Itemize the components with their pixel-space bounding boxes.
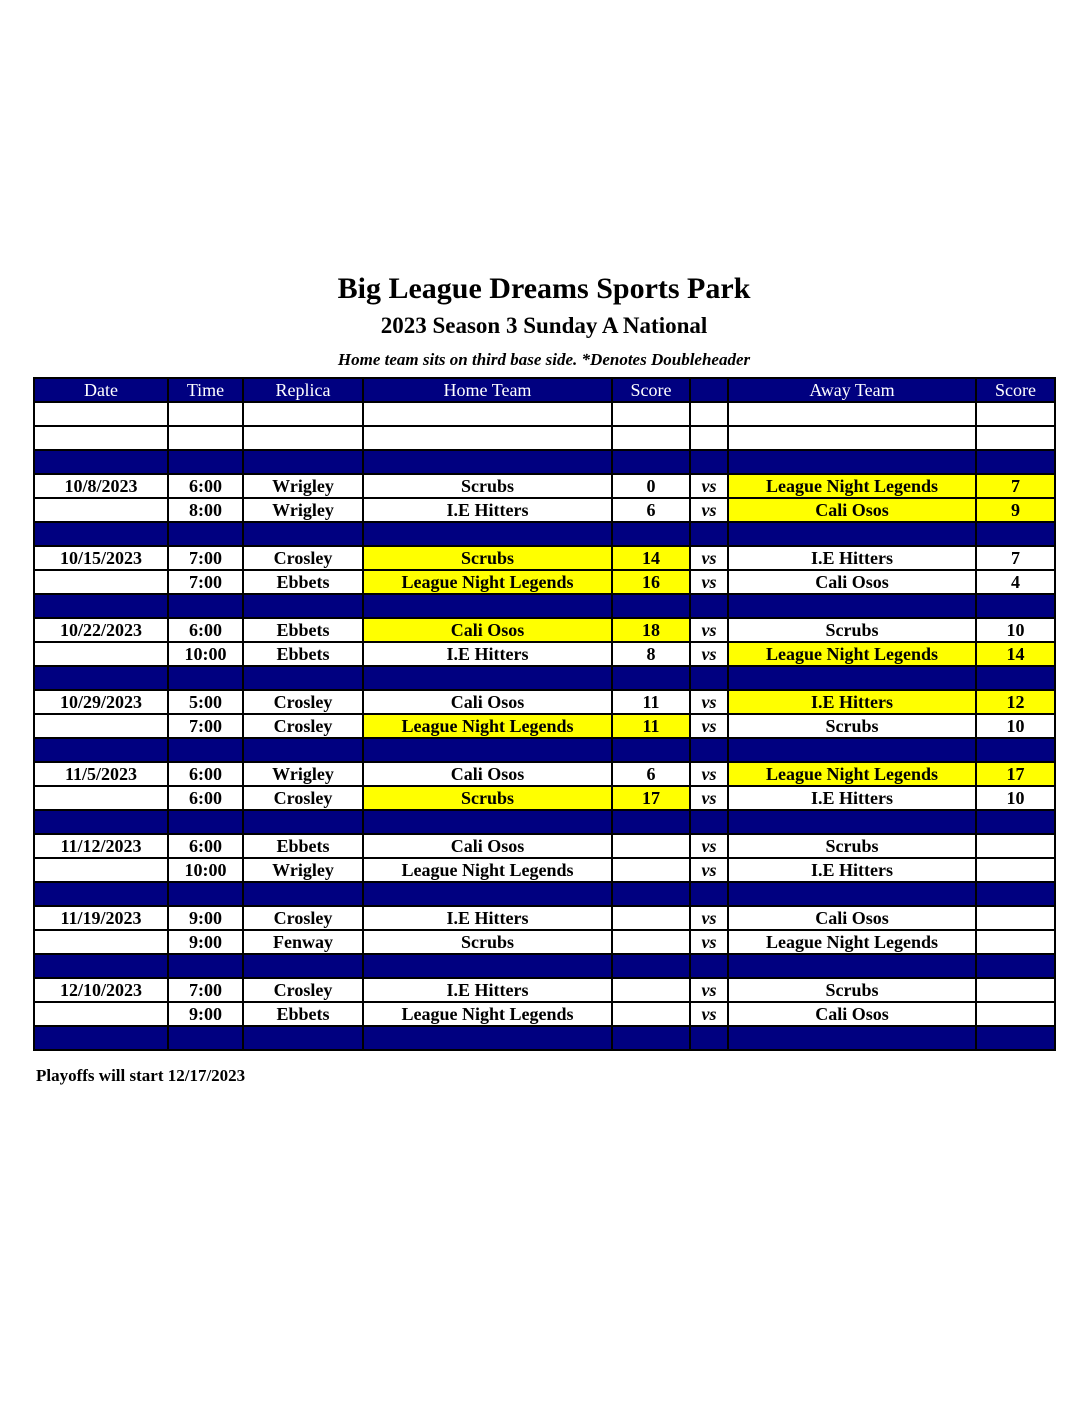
- home-score: [612, 978, 690, 1002]
- away-team: Cali Osos: [728, 498, 976, 522]
- vs-label: vs: [690, 858, 728, 882]
- away-team: League Night Legends: [728, 762, 976, 786]
- away-team: Scrubs: [728, 978, 976, 1002]
- home-score: [612, 858, 690, 882]
- vs-label: vs: [690, 762, 728, 786]
- separator-row: [34, 738, 1055, 762]
- home-score: 14: [612, 546, 690, 570]
- vs-label: vs: [690, 834, 728, 858]
- game-row: [34, 474, 1055, 498]
- game-row: [34, 834, 1055, 858]
- game-date: [34, 786, 168, 810]
- vs-label: vs: [690, 498, 728, 522]
- home-score: [612, 930, 690, 954]
- game-replica: Crosley: [243, 690, 363, 714]
- game-time: 6:00: [168, 834, 243, 858]
- document-title: Big League Dreams Sports Park: [337, 272, 751, 305]
- game-replica: Wrigley: [243, 474, 363, 498]
- home-team: I.E Hitters: [363, 498, 612, 522]
- game-time: 7:00: [168, 546, 243, 570]
- home-score: 18: [612, 618, 690, 642]
- vs-label: vs: [690, 906, 728, 930]
- game-replica: Ebbets: [243, 570, 363, 594]
- separator-row: [34, 954, 1055, 978]
- away-team: I.E Hitters: [728, 690, 976, 714]
- game-date: [34, 714, 168, 738]
- vs-label: vs: [690, 642, 728, 666]
- game-time: 7:00: [168, 978, 243, 1002]
- vs-label: vs: [690, 570, 728, 594]
- separator-row: [34, 882, 1055, 906]
- header-row: [34, 378, 1055, 402]
- vs-label: vs: [690, 1002, 728, 1026]
- game-replica: Wrigley: [243, 858, 363, 882]
- home-score: 17: [612, 786, 690, 810]
- vs-label: vs: [690, 978, 728, 1002]
- game-date: 10/22/2023: [34, 618, 168, 642]
- away-score: 12: [976, 690, 1055, 714]
- schedule-table: [33, 377, 1056, 1051]
- game-row: [34, 906, 1055, 930]
- home-team: League Night Legends: [363, 858, 612, 882]
- header-vs: [690, 378, 728, 402]
- game-row: [34, 978, 1055, 1002]
- away-score: [976, 978, 1055, 1002]
- game-time: 9:00: [168, 906, 243, 930]
- home-score: 11: [612, 714, 690, 738]
- game-time: 8:00: [168, 498, 243, 522]
- game-row: [34, 570, 1055, 594]
- game-replica: Crosley: [243, 546, 363, 570]
- game-time: 10:00: [168, 858, 243, 882]
- away-score: [976, 834, 1055, 858]
- playoffs-note: Playoffs will start 12/17/2023: [36, 1066, 246, 1085]
- home-team: Scrubs: [363, 786, 612, 810]
- away-team: I.E Hitters: [728, 858, 976, 882]
- away-score: 10: [976, 786, 1055, 810]
- game-date: 11/19/2023: [34, 906, 168, 930]
- game-row: [34, 1002, 1055, 1026]
- away-team: Cali Osos: [728, 1002, 976, 1026]
- away-score: [976, 1002, 1055, 1026]
- game-time: 10:00: [168, 642, 243, 666]
- away-team: League Night Legends: [728, 930, 976, 954]
- vs-label: vs: [690, 786, 728, 810]
- game-date: 10/29/2023: [34, 690, 168, 714]
- away-score: 17: [976, 762, 1055, 786]
- game-replica: Ebbets: [243, 834, 363, 858]
- vs-label: vs: [690, 714, 728, 738]
- home-team: I.E Hitters: [363, 642, 612, 666]
- separator-row: [34, 1026, 1055, 1050]
- header-replica: Replica: [243, 378, 363, 402]
- game-row: [34, 546, 1055, 570]
- game-row: [34, 690, 1055, 714]
- game-date: [34, 1002, 168, 1026]
- away-score: [976, 858, 1055, 882]
- game-time: 6:00: [168, 474, 243, 498]
- away-score: 10: [976, 618, 1055, 642]
- schedule-note: Home team sits on third base side. *Denotes Doubleheader: [337, 350, 751, 369]
- game-replica: Wrigley: [243, 498, 363, 522]
- home-score: 6: [612, 762, 690, 786]
- home-score: 16: [612, 570, 690, 594]
- schedule-body: [34, 402, 1055, 1050]
- home-team: Cali Osos: [363, 690, 612, 714]
- separator-row: [34, 594, 1055, 618]
- away-score: [976, 930, 1055, 954]
- away-team: League Night Legends: [728, 642, 976, 666]
- home-score: 6: [612, 498, 690, 522]
- away-team: I.E Hitters: [728, 546, 976, 570]
- vs-label: vs: [690, 546, 728, 570]
- game-time: 6:00: [168, 618, 243, 642]
- game-row: [34, 714, 1055, 738]
- game-replica: Ebbets: [243, 618, 363, 642]
- game-date: 10/15/2023: [34, 546, 168, 570]
- home-team: Scrubs: [363, 546, 612, 570]
- away-team: Cali Osos: [728, 906, 976, 930]
- away-team: League Night Legends: [728, 474, 976, 498]
- away-score: 7: [976, 474, 1055, 498]
- away-team: Scrubs: [728, 618, 976, 642]
- vs-label: vs: [690, 618, 728, 642]
- home-team: Scrubs: [363, 474, 612, 498]
- game-row: [34, 498, 1055, 522]
- game-date: 10/8/2023: [34, 474, 168, 498]
- header-home-team: Home Team: [363, 378, 612, 402]
- game-date: 12/10/2023: [34, 978, 168, 1002]
- header-home-score: Score: [612, 378, 690, 402]
- game-row: [34, 930, 1055, 954]
- game-row: [34, 858, 1055, 882]
- game-row: [34, 618, 1055, 642]
- game-date: [34, 858, 168, 882]
- game-replica: Crosley: [243, 786, 363, 810]
- away-team: Cali Osos: [728, 570, 976, 594]
- away-team: Scrubs: [728, 714, 976, 738]
- game-date: 11/12/2023: [34, 834, 168, 858]
- away-score: 14: [976, 642, 1055, 666]
- header-time: Time: [168, 378, 243, 402]
- away-score: [976, 906, 1055, 930]
- game-time: 9:00: [168, 930, 243, 954]
- season-subtitle: 2023 Season 3 Sunday A National: [380, 313, 708, 338]
- away-score: 4: [976, 570, 1055, 594]
- game-time: 9:00: [168, 1002, 243, 1026]
- game-time: 5:00: [168, 690, 243, 714]
- away-score: 10: [976, 714, 1055, 738]
- home-team: Cali Osos: [363, 762, 612, 786]
- home-team: Cali Osos: [363, 834, 612, 858]
- game-replica: Ebbets: [243, 1002, 363, 1026]
- game-time: 6:00: [168, 762, 243, 786]
- away-score: 9: [976, 498, 1055, 522]
- vs-label: vs: [690, 474, 728, 498]
- game-date: [34, 642, 168, 666]
- header-away-score: Score: [976, 378, 1055, 402]
- home-team: Cali Osos: [363, 618, 612, 642]
- home-team: I.E Hitters: [363, 978, 612, 1002]
- game-replica: Crosley: [243, 714, 363, 738]
- game-replica: Ebbets: [243, 642, 363, 666]
- game-time: 7:00: [168, 714, 243, 738]
- home-score: [612, 1002, 690, 1026]
- away-score: 7: [976, 546, 1055, 570]
- game-time: 6:00: [168, 786, 243, 810]
- home-team: League Night Legends: [363, 714, 612, 738]
- game-date: [34, 930, 168, 954]
- game-date: [34, 570, 168, 594]
- home-team: League Night Legends: [363, 1002, 612, 1026]
- game-replica: Fenway: [243, 930, 363, 954]
- blank-row: [34, 402, 1055, 426]
- header-date: Date: [34, 378, 168, 402]
- away-team: Scrubs: [728, 834, 976, 858]
- separator-row: [34, 810, 1055, 834]
- home-score: 8: [612, 642, 690, 666]
- vs-label: vs: [690, 930, 728, 954]
- home-score: 11: [612, 690, 690, 714]
- home-team: Scrubs: [363, 930, 612, 954]
- game-replica: Crosley: [243, 978, 363, 1002]
- home-score: [612, 834, 690, 858]
- away-team: I.E Hitters: [728, 786, 976, 810]
- header-away-team: Away Team: [728, 378, 976, 402]
- game-row: [34, 642, 1055, 666]
- home-team: I.E Hitters: [363, 906, 612, 930]
- home-team: League Night Legends: [363, 570, 612, 594]
- game-replica: Crosley: [243, 906, 363, 930]
- home-score: 0: [612, 474, 690, 498]
- blank-row: [34, 426, 1055, 450]
- game-row: [34, 786, 1055, 810]
- game-date: [34, 498, 168, 522]
- separator-row: [34, 666, 1055, 690]
- game-date: 11/5/2023: [34, 762, 168, 786]
- game-replica: Wrigley: [243, 762, 363, 786]
- game-row: [34, 762, 1055, 786]
- separator-row: [34, 450, 1055, 474]
- game-time: 7:00: [168, 570, 243, 594]
- vs-label: vs: [690, 690, 728, 714]
- home-score: [612, 906, 690, 930]
- separator-row: [34, 522, 1055, 546]
